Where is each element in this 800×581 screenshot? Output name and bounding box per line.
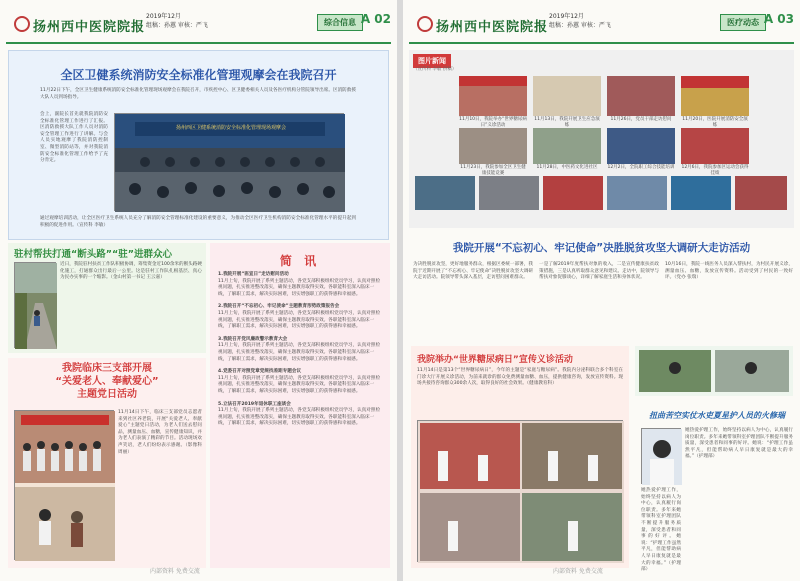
right-newspaper-page [403,0,800,581]
brief-item: 4.党委召开对照党章党规找差距专题会议 [218,369,302,375]
brief-item: 5.立法召开2019年退休职工座谈会 [218,401,291,407]
brief-item: 3.我院召开党风廉政警示教育大会 [218,336,288,342]
fire-safety-meeting-photo [114,113,344,211]
newspaper-logo: 扬州西中医院院报 [14,16,145,35]
section-tag: 医疗动态 [720,14,766,31]
elderly-care-photos [14,410,114,560]
nurse-profile-headline: 扭曲苦空实仗水吏夏星护人员的火修瑞 [649,411,785,420]
diabetes-day-photos [417,420,623,562]
brief-body: 11月上旬，我院开展了系列主题活动，各党支部积极组织党员学习，认真对照检视问题，扎实推进整改落实，确保主题教育取得实效。各职能科室深入临床一线，了解职工需求，解决实际困难，切实增强职工的获得感和幸福感。 [218,310,381,330]
fire-safety-headline: 全区卫健系统消防安全标准化管理观摩会在我院召开 [60,68,337,82]
poverty-visit-headline: 我院开展“不忘初心、牢记使命”决胜脱贫攻坚大调研大走访活动 [452,242,751,254]
poverty-visit-col3: 10月16日，我院一线医务人员深入帮扶村，为村民开展义诊，测量血压、血糖，发放宣传资料。活动受到了村民的一致好评。（党办 张瑞） [665,262,793,281]
right-masthead [409,4,794,44]
right-footer: 内部资料 免费交流 [553,568,603,575]
gallery-thumbnails [413,74,790,224]
meeting-banner-text: 扬州西区卫健系统消防安全标准化管理现场观摩会 [175,125,286,131]
brief-body: 11月上旬，我院开展了系列主题活动，各党支部积极组织党员学习，认真对照检视问题，扎实推进整改落实，确保主题教育取得实效。各职能科室深入临床一线，了解职工需求，解决实际困难，切实增强职工的获得感和幸福感。 [218,408,381,427]
fire-safety-para3: 通过观摩培训活动，让全区医疗卫生系统人员充分了解消防安全管理标准化建设的重要意义，为推动全区医疗卫生机构消防安全标准化管理水平的提升起到积极的促进作用。（宣传科 李敏） [40,216,356,228]
poverty-road-headline: 驻村帮扶打通“断头路”“驻”进群众心 [14,249,172,260]
poverty-visit-col1: 为决胜脱贫攻坚，更好地服务群众，根据区委统一部署，我院于近期开展了“不忘初心、牢记使命”决胜脱贫攻坚大调研大走访活动。院领导带头深入基层，走访慰问困难群众。 [413,262,533,281]
left-masthead [6,4,391,44]
gallery-caption: 11月28日，中医药文化进社区 [536,165,598,170]
gallery-tag: 图片新闻 [413,54,451,68]
brief-body: 11月上旬，我院开展了系列主题活动，各党支部积极组织党员学习，认真对照检视问题，扎实推进整改落实，确保主题教育取得实效。各职能科室深入临床一线，了解职工需求，解决实际困难，切实增强职工的获得感和幸福感。 [218,278,381,297]
gallery-caption: 12月6日，我院参加区运动会获得佳绩 [681,165,749,176]
brief-news-list [218,272,382,562]
nurse-portrait [641,428,681,484]
page-number: A 02 [360,12,391,26]
gallery-caption: 11月20日，医院开展消防安全演练 [682,117,748,128]
poverty-road-text: 近日，我院驻村扶贫工作队积极协调，筹集资金近100余米的断头路硬化施工，打通群众出行最后一公里。这是驻村工作队扎根基层、真心为民办实事的一个缩影。（金山村第一书记 王云嘉） [60,262,202,281]
brief-news-heading: 简 讯 [279,254,321,268]
gallery-caption: 11月23日，我院参加全区卫生健康技能竞赛 [460,165,526,176]
elderly-care-text: 11月14日下午，临床三支部党员志愿者来到社区养老院，开展“关爱老人、奉献爱心”主题党日活动，为老人们送去慰问品，测量血压、血糖，宣传健康知识，并为老人们表演了精彩的节目。活动现场欢声笑语，老人们纷纷表示感谢。（影像科 周丽） [118,410,202,455]
gallery-caption: 11月13日，我院开展卫生应急演练 [534,117,600,128]
brief-body: 11月上旬，我院开展了系列主题活动，各党支部积极组织党员学习，认真对照检视问题，扎实推进整改落实，确保主题教育取得实效。各职能科室深入临床一线，了解职工需求，解决实际困难，切实增强职工的获得感和幸福感。 [218,375,381,394]
elderly-care-headline: 我院临床三支部开展 “关爱老人、奉献爱心” 主题党日活动 [55,363,159,400]
nurse-profile-text: 她热爱护理工作，始终坚持以病人为中心，认真履行岗位职责。多年来她带领科室护理团队不断提升服务质量，深受患者和同事的好评。她说：“护理工作虽然平凡，但能帮助病人早日康复就是最大的幸福。”（护理部） [685,428,793,460]
issue-info: 2019年12月 组稿：孙蕙 审核：严飞 [549,13,611,29]
gallery-caption: 11月26日，党员干部走访慰问 [610,117,672,122]
brief-item: 1.我院开展“医宣日”走访慰问活动 [218,272,289,277]
newspaper-logo: 扬州西中医院院报 [417,16,548,35]
left-footer: 内部资料 免费交流 [150,568,200,575]
brief-body: 11月上旬，我院开展了系列主题活动，各党支部积极组织党员学习，认真对照检视问题，扎实推进整改落实，确保主题教育取得实效。各职能科室深入临床一线，了解职工需求，解决实际困难，切实增强职工的获得感和幸福感。 [218,343,381,362]
road-construction-photo [14,262,56,348]
page-number: A 03 [763,12,794,26]
brief-item: 2.我院召开“不忘初心、牢记使命”主题教育形势政策报告会 [218,304,340,310]
nurse-profile-text-cont: 她热爱护理工作，始终坚持以病人为中心，认真履行岗位职责。多年来她带领科室护理团队不断提升服务质量，深受患者和同事的好评。她说：“护理工作虽然平凡，但能帮助病人早日康复就是最大的幸福。”（护理部） [641,488,681,573]
fire-safety-para2: 会上，副院长首先就我院消防安全标准化管理工作进行了汇报。区消防救援大队工作人员对消防安全管理工作进行了讲解。与会人员实地观摩了我院消防控制室、微型消防站等，并对我院消防安全标准化管理工作给予了充分肯定。 [40,112,108,164]
section-tag: 综合信息 [317,14,363,31]
issue-info: 2019年12月 组稿：孙蕙 审核：严飞 [146,13,208,29]
left-newspaper-page [0,0,397,581]
gallery-caption: 11月10日，我院举办“世界糖尿病日”义诊活动 [459,117,527,128]
poverty-visit-col2: 一是了解2019年度帮扶对象的收入，二是宣传健康扶贫政策措施，三是认真听取群众意见和建议。走访中，院领导与帮扶对象促膝谈心，详细了解家庭生活和身体状况。 [539,262,659,281]
diabetes-day-text: 11月14日是第13个“世界糖尿病日”，今年的主题是“家庭与糖尿病”。我院内分泌科联合多个科室在门诊大厅开展义诊活动，为前来就诊的群众免费测量血糖、血压，提供健康咨询，发放宣传资料。现场共接待咨询群众300余人次，取得良好的社会效果。（健康教育科） [417,368,623,387]
gallery-grid [413,74,790,224]
gallery-subtitle: （宣传科 李敏 供稿） [413,67,457,72]
nurse-photo-strip [635,346,793,396]
fire-safety-para1: 11月22日下午，全区卫生健康系统消防安全标准化管理现场观摩会在我院召开，市疾控中心、区卫健委相关人员及各医疗机构分管院领导出席。区消防救援大队人员到场指导。 [40,88,356,100]
diabetes-day-headline: 我院举办“世界糖尿病日”宣传义诊活动 [417,355,573,365]
gallery-caption: 12月2日，全院职工综合技能培训 [607,165,675,170]
